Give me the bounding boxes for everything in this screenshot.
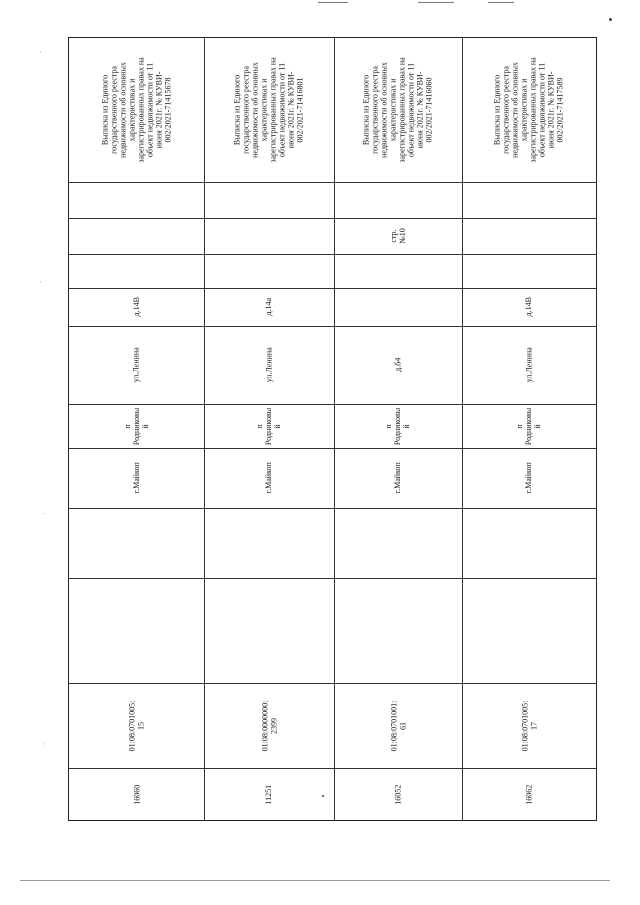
number-text: 16052 xyxy=(393,785,403,805)
number-text: 16060 xyxy=(131,785,141,805)
cell-district xyxy=(69,404,204,448)
cadastral-text: 01:08:0701005: 15 xyxy=(127,700,146,751)
number-text: 16062 xyxy=(524,785,534,805)
cell-district xyxy=(462,404,596,448)
building-text: стр. №10 xyxy=(388,228,407,244)
cell-building xyxy=(69,218,204,254)
number-text: 11251 xyxy=(264,785,274,805)
scan-artifact-top-1 xyxy=(318,2,348,3)
street-text: д.б4 xyxy=(393,357,403,373)
cell-number xyxy=(334,768,462,822)
district-text: п Родниковы й xyxy=(122,407,150,445)
cell-document xyxy=(462,38,596,182)
cell-street xyxy=(204,326,334,404)
cell-cadastral xyxy=(69,683,204,768)
margin-tick-4: · xyxy=(41,742,50,746)
cell-document xyxy=(69,38,204,182)
cell-street xyxy=(462,326,596,404)
city-text: г.Майкоп xyxy=(524,462,534,494)
grid-hline-3 xyxy=(69,254,596,255)
margin-tick-3: · xyxy=(41,512,50,516)
cell-city xyxy=(334,448,462,508)
street-text: ул.Ленина xyxy=(264,347,274,383)
scan-artifact-bottom xyxy=(20,880,610,881)
scan-speck-1 xyxy=(609,18,612,21)
document-text: Выписка из Единого государственного реестра недвижимости об основных характеристиках и зарегистрированных правах на объект недвижимости от 11 июня 2021г. № КУВИ- 002/2021-71415678 xyxy=(100,57,173,163)
scan-artifact-top-3 xyxy=(488,2,514,3)
grid-hline-1 xyxy=(69,182,596,183)
registry-table xyxy=(68,37,597,821)
cell-document xyxy=(334,38,462,182)
cell-cadastral xyxy=(204,683,334,768)
cell-city xyxy=(69,448,204,508)
document-text: Выписка из Единого государственного реестра недвижимости об основных характеристиках и зарегистрированных правах на объект недвижимости от 11 июня 2021г. № КУВИ- 002/2021-71416801 xyxy=(232,57,305,163)
cell-street xyxy=(334,326,462,404)
margin-tick-1: · xyxy=(37,50,46,54)
grid-hline-8 xyxy=(69,508,596,509)
cell-building xyxy=(334,218,462,254)
cell-house xyxy=(334,288,462,326)
cell-cadastral xyxy=(334,683,462,768)
cell-house xyxy=(204,288,334,326)
street-text: ул.Ленина xyxy=(131,347,141,383)
house-text: д.14а xyxy=(264,298,274,316)
scan-artifact-top-2 xyxy=(418,2,454,3)
cadastral-text: 01:08:0701005: 17 xyxy=(519,700,538,751)
cell-house xyxy=(462,288,596,326)
cell-city xyxy=(462,448,596,508)
city-text: г.Майкоп xyxy=(393,462,403,494)
district-text: п Родниковы й xyxy=(255,407,283,445)
cell-building xyxy=(462,218,596,254)
cell-document xyxy=(204,38,334,182)
cell-cadastral xyxy=(462,683,596,768)
cell-house xyxy=(69,288,204,326)
cadastral-text: 01:08:0000000: 2399 xyxy=(259,700,278,751)
house-text: д.14В xyxy=(131,297,141,317)
cell-district xyxy=(204,404,334,448)
street-text: ул.Ленина xyxy=(524,347,534,383)
margin-tick-2: · xyxy=(37,280,46,284)
cell-number xyxy=(204,768,334,822)
district-text: п Родниковы й xyxy=(384,407,412,445)
city-text: г.Майкоп xyxy=(131,462,141,494)
cell-city xyxy=(204,448,334,508)
district-text: п Родниковы й xyxy=(515,407,543,445)
document-text: Выписка из Единого государственного реестра недвижимости об основных характеристиках и зарегистрированных правах на объект недвижимости от 11 июня 2021г. № КУВИ- 002/2021-71417589 xyxy=(492,57,565,163)
cell-building xyxy=(204,218,334,254)
city-text: г.Майкоп xyxy=(264,462,274,494)
cell-district xyxy=(334,404,462,448)
cell-street xyxy=(69,326,204,404)
house-text: д.14В xyxy=(524,297,534,317)
cell-number xyxy=(462,768,596,822)
document-text: Выписка из Единого государственного реестра недвижимости об основных характеристиках и зарегистрированных правах на объект недвижимости от 11 июня 2021г. № КУВИ- 002/2021-71416060 xyxy=(361,57,434,163)
cell-number xyxy=(69,768,204,822)
cadastral-text: 01:08:0701001: 61 xyxy=(388,700,407,751)
grid-hline-9 xyxy=(69,578,596,579)
